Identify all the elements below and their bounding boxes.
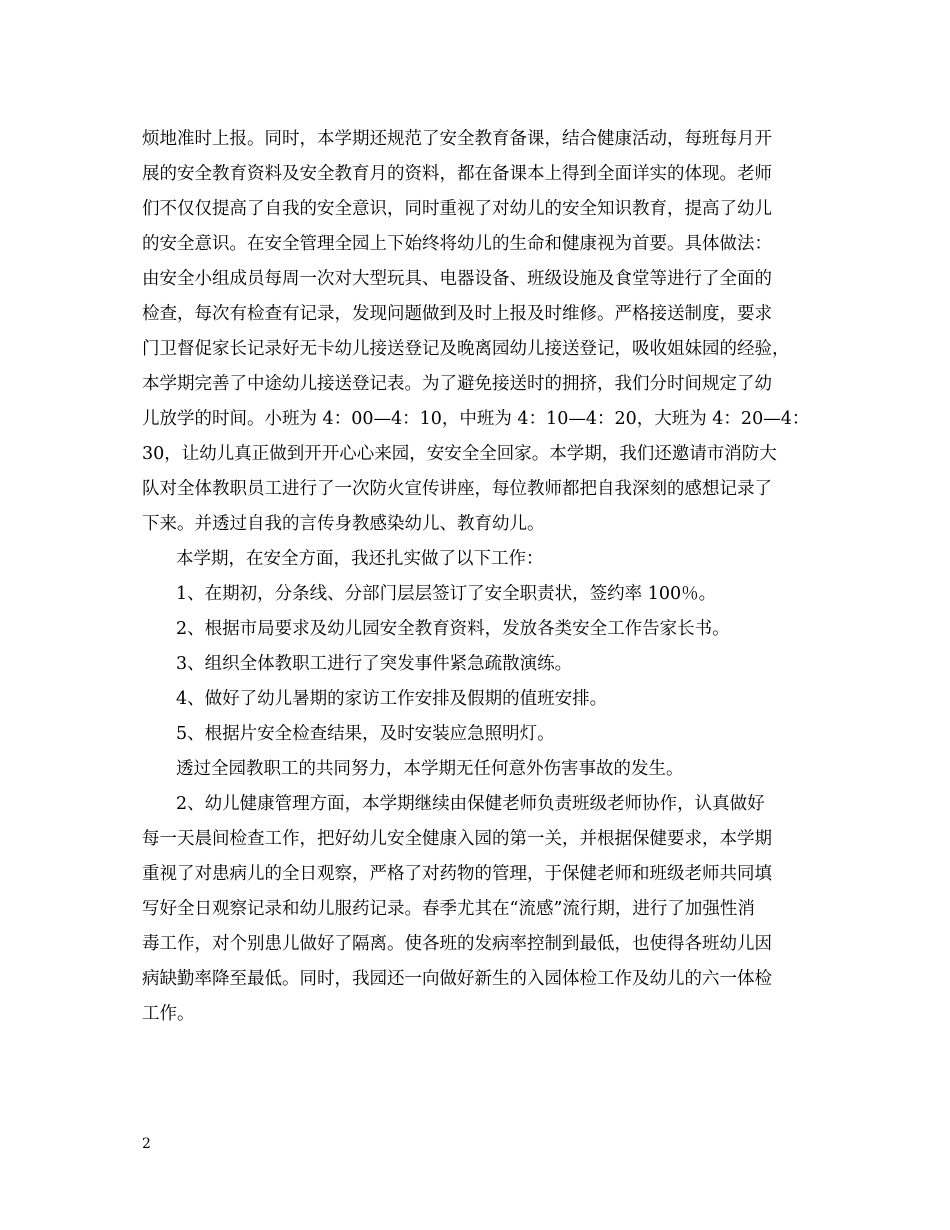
text-line: 每一天晨间检查工作，把好幼儿安全健康入园的第一关，并根据保健要求，本学期: [142, 829, 772, 849]
text-line: 病缺勤率降至最低。同时，我园还一向做好新生的入园体检工作及幼儿的六一体检: [142, 969, 772, 989]
text-line: 检查，每次有检查有记录，发现问题做到及时上报及时维修。严格接送制度，要求: [142, 304, 772, 324]
list-item: 4、做好了幼儿暑期的家访工作安排及假期的值班安排。: [176, 689, 608, 709]
text-line: 透过全园教职工的共同努力，本学期无任何意外伤害事故的发生。: [176, 759, 684, 779]
list-item: 5、根据片安全检查结果，及时安装应急照明灯。: [176, 724, 555, 744]
text-line: 本学期完善了中途幼儿接送登记表。为了避免接送时的拥挤，我们分时间规定了幼: [142, 374, 772, 394]
text-line: 毒工作，对个别患儿做好了隔离。使各班的发病率控制到最低，也使得各班幼儿因: [142, 934, 772, 954]
text-line: 工作。: [142, 1004, 195, 1024]
text-line: 写好全日观察记录和幼儿服药记录。春季尤其在“流感”流行期，进行了加强性消: [142, 899, 755, 919]
text-line: 30，让幼儿真正做到开开心心来园，安安全全回家。本学期，我们还邀请市消防大: [142, 444, 777, 464]
text-line: 儿放学的时间。小班为 4：00—4：10，中班为 4：10—4：20，大班为 4：20—4：: [142, 409, 810, 429]
text-line: 队对全体教职员工进行了一次防火宣传讲座，每位教师都把自我深刻的感想记录了: [142, 479, 772, 499]
text-line: 由安全小组成员每周一次对大型玩具、电器设备、班级设施及食堂等进行了全面的: [142, 269, 772, 289]
text-line: 展的安全教育资料及安全教育月的资料，都在备课本上得到全面详实的体现。老师: [142, 164, 772, 184]
text-line: 重视了对患病儿的全日观察，严格了对药物的管理，于保健老师和班级老师共同填: [142, 864, 772, 884]
text-line: 烦地准时上报。同时，本学期还规范了安全教育备课，结合健康活动，每班每月开: [142, 129, 772, 149]
text-line: 们不仅仅提高了自我的安全意识，同时重视了对幼儿的安全知识教育，提高了幼儿: [142, 199, 772, 219]
text-line: 的安全意识。在安全管理全园上下始终将幼儿的生命和健康视为首要。具体做法：: [142, 234, 772, 254]
text-line: 门卫督促家长记录好无卡幼儿接送登记及晚离园幼儿接送登记，吸收姐妹园的经验，: [142, 339, 790, 359]
list-item: 1、在期初，分条线、分部门层层签订了安全职责状，签约率 100％。: [176, 584, 717, 604]
list-item: 2、根据市局要求及幼儿园安全教育资料，发放各类安全工作告家长书。: [176, 619, 730, 639]
text-line: 本学期，在安全方面，我还扎实做了以下工作：: [176, 549, 544, 569]
page-number: 2: [142, 1136, 151, 1152]
list-item: 3、组织全体教职工进行了突发事件紧急疏散演练。: [176, 654, 573, 674]
text-line: 下来。并透过自我的言传身教感染幼儿、教育幼儿。: [142, 514, 545, 534]
text-line: 2、幼儿健康管理方面，本学期继续由保健老师负责班级老师协作，认真做好: [176, 794, 765, 814]
